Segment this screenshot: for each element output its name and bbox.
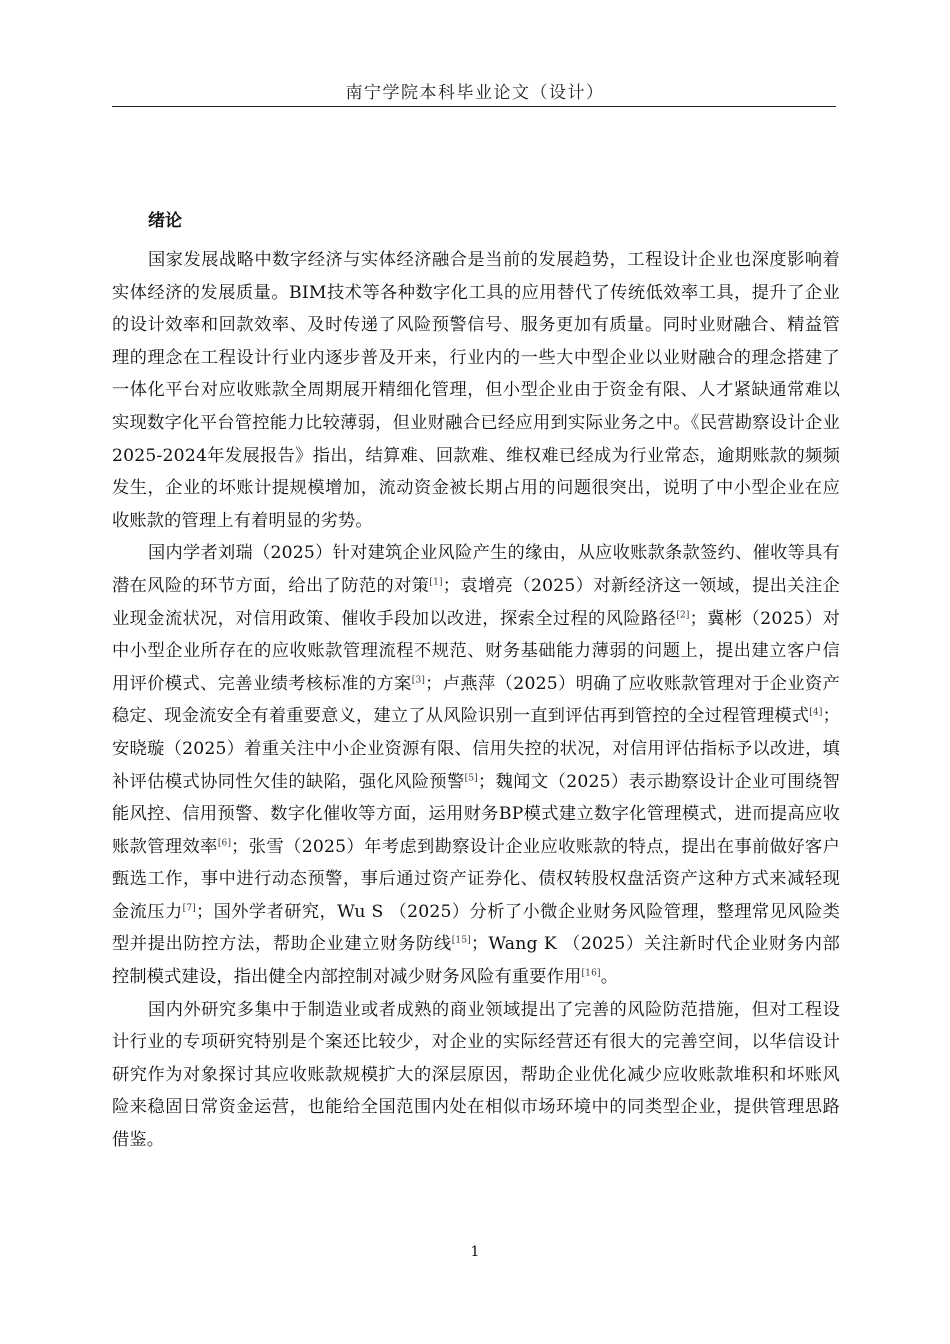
citation-ref: [3]	[411, 674, 426, 685]
paragraph-text: ；Wang K （2025）关注新时代企业财务内部控制模式建设，指出健全内部控制对减少财务风险有重要作用	[112, 934, 841, 988]
section-title: 绪论	[148, 211, 182, 231]
citation-ref: [1]	[429, 577, 443, 588]
paragraph	[112, 994, 840, 1157]
paragraph-text: ；国外学者研究，Wu S （2025）分析了小微企业财务风险管理，整理常见风险类型并提出防控方法，帮助企业建立财务防线	[112, 901, 840, 955]
paragraph-text: 国家发展战略中数字经济与实体经济融合是当前的发展趋势，工程设计企业也深度影响着实体经济的发展质量。BIM技术等各种数字化工具的应用替代了传统低效率工具，提升了企业的设计效率和回款效率、及时传递了风险预警信号、服务更加有质量。同时业财融合、精益管理的理念在工程设计行业内逐步普及开来，行业内的一些大中型企业以业财融合的理念搭建了一体化平台对应收账款全周期展开精细化管理，但小型企业由于资金有限、人才紧缺通常难以实现数字化平台管控能力比较薄弱，但业财融合已经应用到实际业务之中。《民营勘察设计企业2025-2024年发展报告》指出，结算难、回款难、维权难已经成为行业常态，逾期账款的频频发生，企业的坏账计提规模增加，流动资金被长期占用的问题很突出，说明了中小型企业在应收账款的管理上有着明显的劣势。	[112, 250, 840, 531]
citation-ref: [15]	[451, 935, 471, 946]
citation-ref: [4]	[809, 707, 823, 718]
paragraph	[112, 537, 840, 993]
body-text	[112, 244, 840, 1157]
citation-ref: [5]	[464, 772, 479, 783]
page-number: 1	[470, 1244, 480, 1260]
paragraph-text: ；张雪（2025）年考虑到勘察设计企业应收账款的特点，提出在事前做好客户甄选工作，事中进行动态预警，事后通过资产证券化、债权转股权盘活资产这种方式来减轻现金流压力	[112, 836, 840, 922]
paragraph-text: ；冀彬（2025）对中小型企业所存在的应收账款管理流程不规范、财务基础能力薄弱的问题上，提出建立客户信用评价模式、完善业绩考核标准的方案	[112, 608, 841, 694]
paragraph-text: 国内外研究多集中于制造业或者成熟的商业领域提出了完善的风险防范措施，但对工程设计行业的专项研究特别是个案还比较少，对企业的实际经营还有很大的完善空间，以华信设计研究作为对象探讨其应收账款规模扩大的深层原因，帮助企业优化减少应收账款堆积和坏账风险来稳固日常资金运营，也能给全国范围内处在相似市场环境中的同类型企业，提供管理思路借鉴。	[112, 999, 840, 1151]
paragraph-text: 国内学者刘瑞（2025）针对建筑企业风险产生的缘由，从应收账款条款签约、催收等具有潜在风险的环节方面，给出了防范的对策	[112, 543, 840, 596]
citation-ref: [6]	[217, 837, 232, 848]
paragraph-text: ；卢燕萍（2025）明确了应收账款管理对于企业资产稳定、现金流安全有着重要意义，建立了从风险识别一直到评估再到管控的全过程管理模式	[112, 673, 840, 727]
paragraph-text: ；安晓璇（2025）着重关注中小企业资源有限、信用失控的状况，对信用评估指标予以改进，填补评估模式协同性欠佳的缺陷，强化风险预警	[112, 706, 840, 792]
citation-ref: [2]	[676, 609, 690, 620]
page-header: 南宁学院本科毕业论文（设计）	[345, 83, 605, 103]
paragraph-text: 。	[600, 967, 619, 988]
citation-ref: [16]	[581, 968, 601, 979]
paragraph	[112, 244, 840, 537]
paragraph-text: ；魏闻文（2025）表示勘察设计企业可围绕智能风控、信用预警、数字化催收等方面，运用财务BP模式建立数字化管理模式，进而提高应收账款管理效率	[112, 771, 840, 857]
citation-ref: [7]	[182, 903, 196, 914]
paragraph-text: ；袁增亮（2025）对新经济这一领域，提出关注企业现金流状况，对信用政策、催收手段加以改进，探索全过程的风险路径	[112, 575, 840, 629]
header-divider	[112, 106, 836, 107]
